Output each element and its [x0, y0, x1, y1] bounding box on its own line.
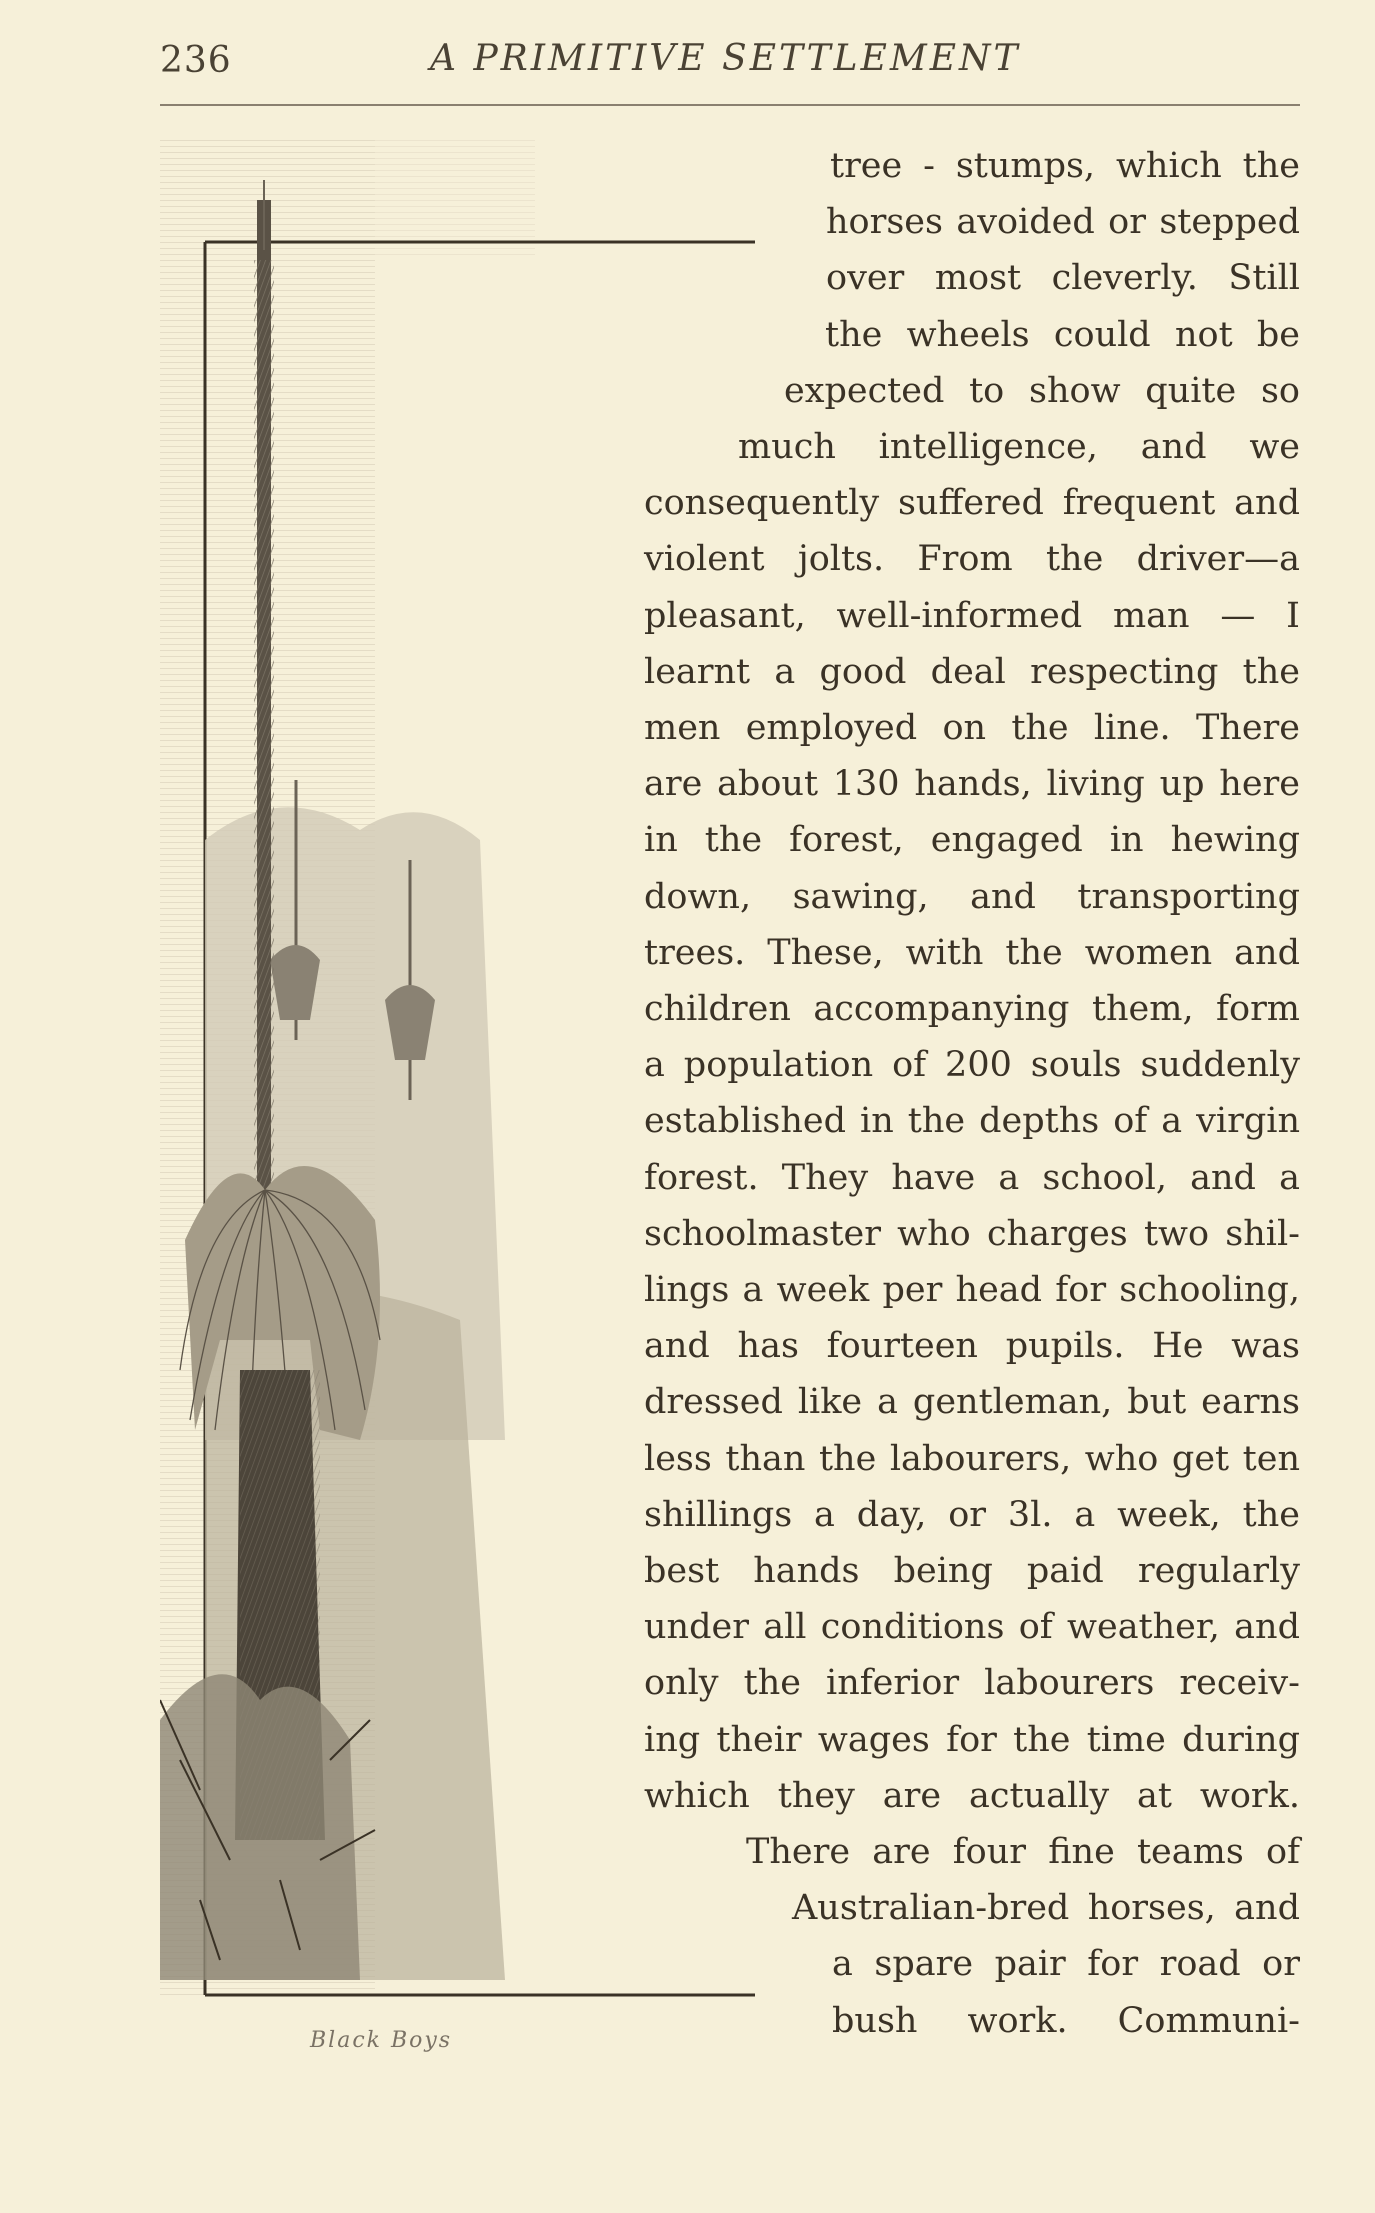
- text-line: tree - stumps, which the: [830, 146, 1300, 186]
- text-line: There are four fine teams of: [746, 1832, 1300, 1872]
- text-line: men employed on the line. There: [644, 708, 1300, 748]
- text-line: horses avoided or stepped: [826, 202, 1300, 243]
- page-number: 236: [160, 40, 232, 81]
- text-line: under all conditions of weather, and: [644, 1607, 1300, 1648]
- text-line: much intelligence, and we: [738, 427, 1300, 467]
- text-line: forest. They have a school, and a: [644, 1157, 1300, 1198]
- text-line: bush work. Communi-: [832, 2000, 1300, 2041]
- text-line: dressed like a gentleman, but earns: [644, 1382, 1300, 1423]
- text-line: a population of 200 souls suddenly: [644, 1045, 1300, 1086]
- text-line: learnt a good deal respecting the: [644, 651, 1300, 692]
- text-line: trees. These, with the women and: [644, 932, 1300, 973]
- text-line: down, sawing, and transporting: [644, 876, 1300, 917]
- text-line: and has fourteen pupils. He was: [644, 1326, 1300, 1367]
- text-line: are about 130 hands, living up here: [644, 764, 1300, 805]
- figure-caption: Black Boys: [310, 2028, 453, 2053]
- text-line: children accompanying them, form: [644, 989, 1300, 1029]
- text-line: Australian-bred horses, and: [792, 1888, 1300, 1929]
- text-line: the wheels could not be: [825, 314, 1300, 355]
- text-line: only the inferior labourers receiv-: [644, 1663, 1300, 1704]
- text-line: ing their wages for the time during: [644, 1719, 1300, 1760]
- text-line: shillings a day, or 3l. a week, the: [644, 1494, 1300, 1535]
- text-line: less than the labourers, who get ten: [644, 1438, 1300, 1479]
- text-line: schoolmaster who charges two shil-: [644, 1213, 1300, 1254]
- text-line: over most cleverly. Still: [826, 258, 1300, 299]
- text-line: violent jolts. From the driver—a: [644, 539, 1300, 580]
- text-line: established in the depths of a virgin: [644, 1101, 1300, 1142]
- text-line: pleasant, well-informed man — I: [644, 595, 1300, 636]
- text-line: best hands being paid regularly: [644, 1551, 1300, 1591]
- running-head: A PRIMITIVE SETTLEMENT: [430, 38, 1021, 79]
- text-line: in the forest, engaged in hewing: [644, 820, 1300, 861]
- text-line: which they are actually at work.: [644, 1775, 1300, 1816]
- text-line: a spare pair for road or: [832, 1944, 1300, 1985]
- text-line: lings a week per head for schooling,: [644, 1270, 1300, 1310]
- header-rule: [160, 104, 1300, 106]
- text-line: expected to show quite so: [784, 370, 1300, 411]
- text-line: consequently suffered frequent and: [644, 483, 1300, 524]
